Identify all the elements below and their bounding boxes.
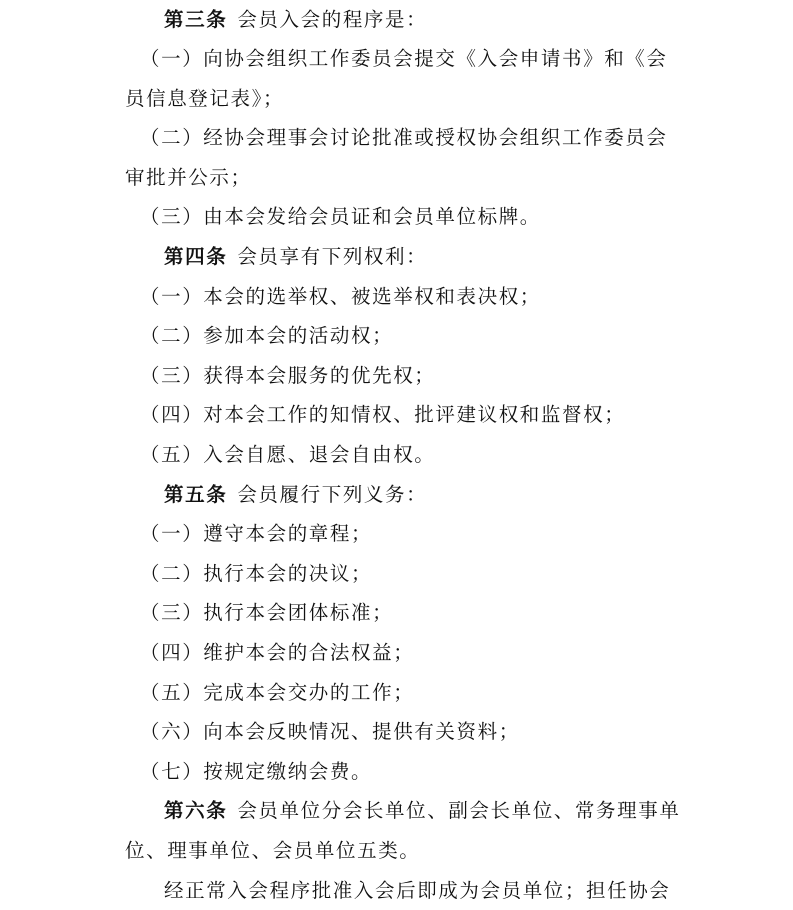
article5-heading: 第五条 <box>164 483 228 506</box>
article4-intro: 会员享有下列权利： <box>237 245 428 268</box>
article4-item-4: （四）对本会工作的知情权、批评建议权和监督权； <box>140 403 626 426</box>
article5-intro: 会员履行下列义务： <box>237 483 428 506</box>
article5-heading-line <box>164 481 724 509</box>
article5-item-2: （二）执行本会的决议； <box>140 562 373 585</box>
article4-item-1: （一）本会的选举权、被选举权和表决权； <box>140 285 541 308</box>
article5-item-5: （五）完成本会交办的工作； <box>140 681 415 704</box>
article3-heading-line <box>164 6 724 34</box>
article5-item-4: （四）维护本会的合法权益； <box>140 641 415 664</box>
article5-item-7: （七）按规定缴纳会费。 <box>140 760 373 783</box>
article5-item-3: （三）执行本会团体标准； <box>140 601 394 624</box>
article6-heading: 第六条 <box>164 799 228 822</box>
article3-item-1: （一）向协会组织工作委员会提交《入会申请书》和《会 <box>140 47 668 70</box>
article4-item-5: （五）入会自愿、退会自由权。 <box>140 443 436 466</box>
article3-item-1-cont: 员信息登记表》； <box>125 87 285 110</box>
article4-heading: 第四条 <box>164 245 228 268</box>
article5-item-1: （一）遵守本会的章程； <box>140 522 373 545</box>
article3-item-3: （三）由本会发给会员证和会员单位标牌。 <box>140 205 541 228</box>
article6-text-line2: 位、理事单位、会员单位五类。 <box>125 839 421 862</box>
article3-intro: 会员入会的程序是： <box>237 8 428 31</box>
article4-heading-line <box>164 243 724 271</box>
article5-item-6: （六）向本会反映情况、提供有关资料； <box>140 720 520 743</box>
article4-item-3: （三）获得本会服务的优先权； <box>140 364 436 387</box>
article4-item-2: （二）参加本会的活动权； <box>140 324 394 347</box>
article3-item-2-cont: 审批并公示； <box>125 166 252 189</box>
article3-item-2: （二）经协会理事会讨论批准或授权协会组织工作委员会 <box>140 126 668 149</box>
article6-text-line3: 经正常入会程序批准入会后即成为会员单位；担任协会 <box>164 879 671 902</box>
article6-heading-line <box>164 797 724 825</box>
article3-heading: 第三条 <box>164 8 228 31</box>
article6-text-line1: 会员单位分会长单位、副会长单位、常务理事单 <box>237 799 681 822</box>
